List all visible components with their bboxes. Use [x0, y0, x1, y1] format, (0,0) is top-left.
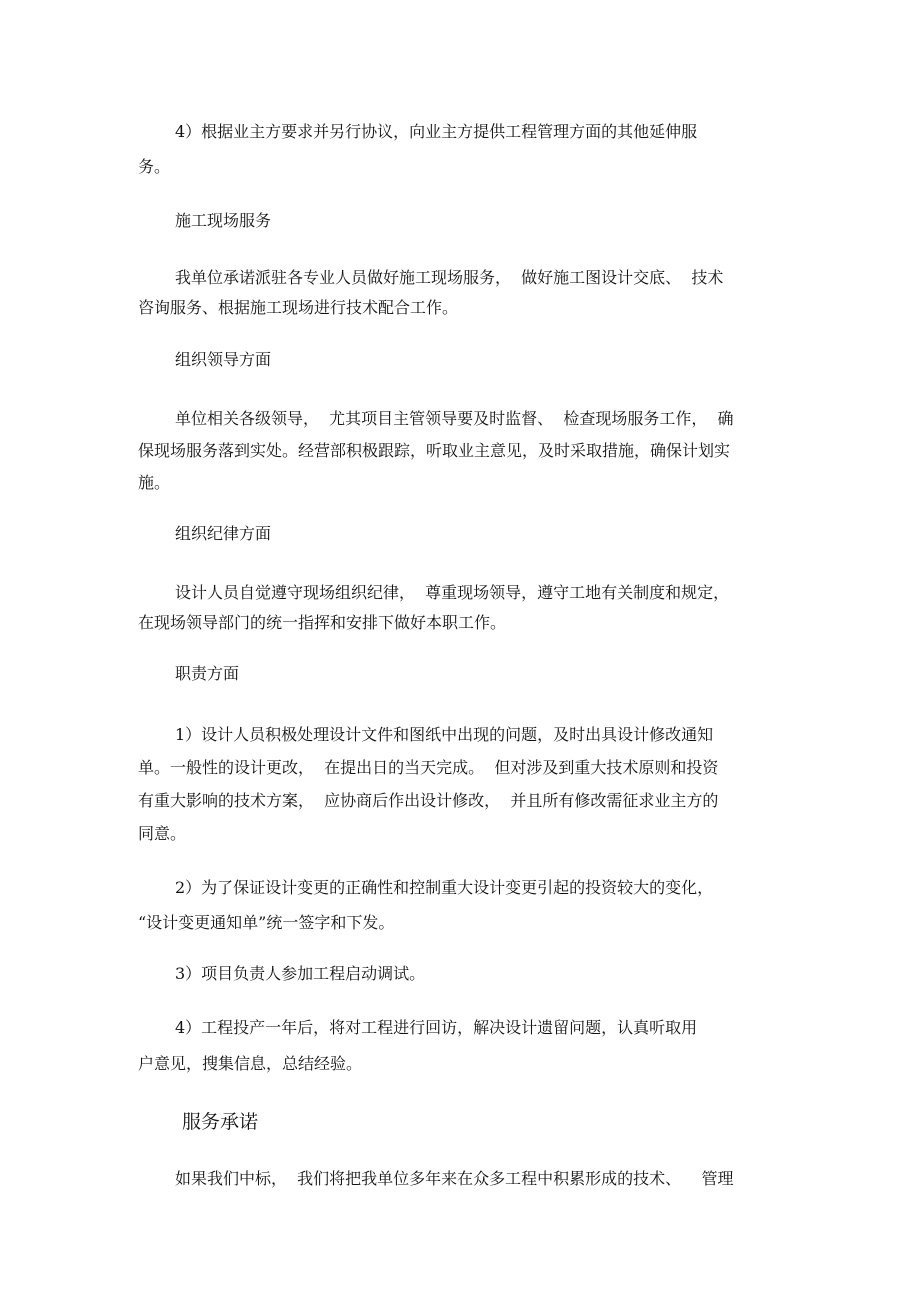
paragraph-line: 设计人员自觉遵守现场组织纪律， 尊重现场领导，遵守工地有关制度和规定， [175, 583, 730, 602]
paragraph-line: 3）项目负责人参加工程启动调试。 [175, 964, 426, 983]
section-heading-large: 服务承诺 [182, 1111, 259, 1133]
paragraph-line: 我单位承诺派驻各专业人员做好施工现场服务， 做好施工图设计交底、 技术 [175, 268, 724, 287]
paragraph-line: 单位相关各级领导， 尤其项目主管领导要及时监督、 检查现场服务工作， 确 [175, 409, 734, 428]
section-heading: 施工现场服务 [175, 211, 272, 230]
paragraph-line: 有重大影响的技术方案， 应协商后作出设计修改， 并且所有修改需征求业主方的 [138, 791, 719, 810]
paragraph-line: 4）根据业主方要求并另行协议，向业主方提供工程管理方面的其他延伸服 [175, 122, 698, 141]
paragraph-line: 咨询服务、根据施工现场进行技术配合工作。 [138, 298, 459, 317]
paragraph-line: 户意见，搜集信息，总结经验。 [138, 1054, 363, 1073]
paragraph-line: 4）工程投产一年后，将对工程进行回访，解决设计遗留问题，认真听取用 [175, 1018, 698, 1037]
paragraph-line: 施。 [138, 473, 171, 492]
paragraph-line: 1）设计人员积极处理设计文件和图纸中出现的问题，及时出具设计修改通知 [175, 725, 714, 744]
paragraph-line: 如果我们中标， 我们将把我单位多年来在众多工程中积累形成的技术、 管理 [175, 1169, 734, 1188]
paragraph-line: 2）为了保证设计变更的正确性和控制重大设计变更引起的投资较大的变化， [175, 878, 714, 897]
paragraph-line: “设计变更通知单”统一签字和下发。 [138, 913, 395, 932]
paragraph-line: 务。 [138, 157, 171, 176]
paragraph-line: 在现场领导部门的统一指挥和安排下做好本职工作。 [138, 613, 507, 632]
section-heading: 职责方面 [175, 664, 240, 683]
section-heading: 组织纪律方面 [175, 524, 272, 543]
paragraph-line: 单。一般性的设计更改， 在提出日的当天完成。 但对涉及到重大技术原则和投资 [138, 758, 719, 777]
paragraph-line: 同意。 [138, 824, 187, 843]
paragraph-line: 保现场服务落到实处。经营部积极跟踪，听取业主意见，及时采取措施，确保计划实 [138, 441, 731, 460]
section-heading: 组织领导方面 [175, 350, 272, 369]
